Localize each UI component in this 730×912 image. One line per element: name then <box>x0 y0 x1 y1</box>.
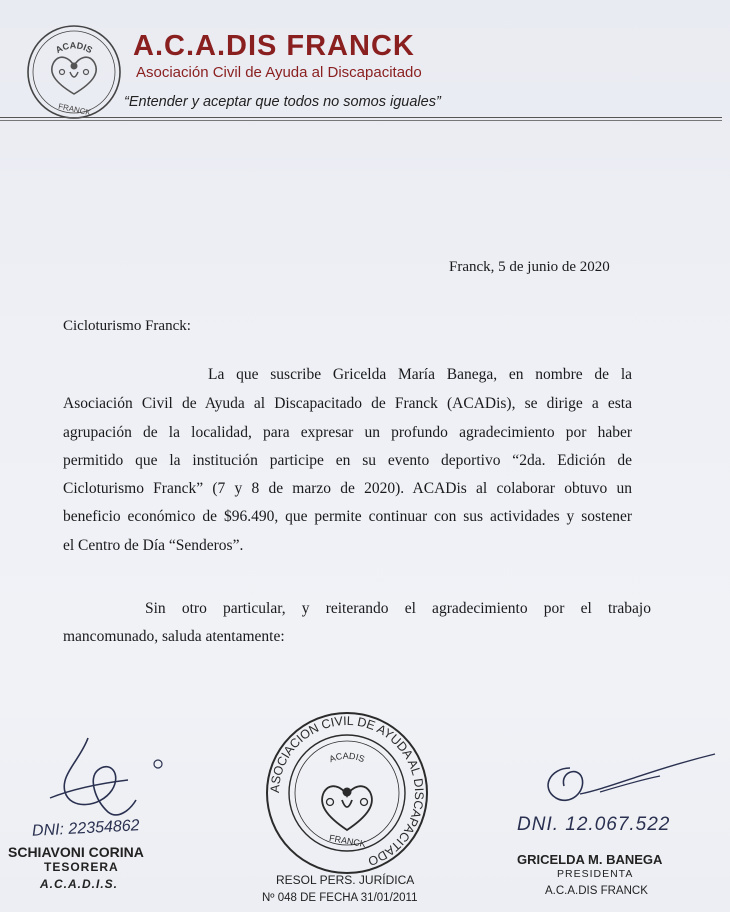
resolution-line-2: Nº 048 DE FECHA 31/01/2011 <box>262 892 418 904</box>
svg-text:ACADIS <box>54 40 94 55</box>
body-line: La que suscribe Gricelda María Banega, en nombre de la <box>208 366 632 383</box>
closing-line: Sin otro particular, y reiterando el agradecimiento por el trabajo <box>145 600 651 617</box>
body-line: el Centro de Día “Senderos”. <box>63 537 244 554</box>
body-line: Cicloturismo Franck” (7 y 8 de marzo de 2020). ACADis al colaborar obtuvo un <box>63 480 632 497</box>
body-line: beneficio económico de $96.490, que permite continuar con sus actividades y sostener <box>63 508 632 525</box>
body-line: agrupación de la localidad, para expresar un profundo agradecimiento por haber <box>63 424 632 441</box>
svg-text:ACADIS <box>328 751 366 764</box>
treasurer-dni: DNI: 22354862 <box>31 817 140 840</box>
president-dni: DNI. 12.067.522 <box>517 814 671 835</box>
letter-date: Franck, 5 de junio de 2020 <box>449 259 610 275</box>
body-line: Asociación Civil de Ayuda al Discapacitado de Franck (ACADis), se dirige a esta <box>63 395 632 412</box>
stamp-inner-bottom: FRANCK <box>328 832 367 850</box>
motto: “Entender y aceptar que todos no somos iguales” <box>124 94 441 110</box>
acadis-logo <box>24 22 124 122</box>
treasurer-role: TESORERA <box>44 860 119 874</box>
org-full-name: Asociación Civil de Ayuda al Discapacitado <box>136 64 422 81</box>
header-rule-secondary <box>0 120 722 121</box>
stamp-inner-top: ACADIS <box>327 750 367 765</box>
body-line: permitido que la institución participe en su evento deportivo “2da. Edición de <box>63 452 632 469</box>
president-role: PRESIDENTA <box>557 868 634 880</box>
header-rule <box>0 117 722 118</box>
logo-bottom-text: FRANCK <box>57 101 92 118</box>
president-org: A.C.A.DIS FRANCK <box>545 885 648 897</box>
official-stamp <box>264 710 430 876</box>
recipient: Cicloturismo Franck: <box>63 318 191 334</box>
resolution-line-1: RESOL PERS. JURÍDICA <box>276 873 415 887</box>
president-signature <box>530 748 720 818</box>
treasurer-org: A.C.A.D.I.S. <box>40 877 119 891</box>
treasurer-name: SCHIAVONI CORINA <box>8 844 144 860</box>
president-name: GRICELDA M. BANEGA <box>517 852 663 867</box>
treasurer-signature <box>40 730 180 830</box>
org-name: A.C.A.DIS FRANCK <box>133 30 415 62</box>
logo-top-text: ACADIS <box>53 40 95 56</box>
stamp-ring-text: ASOCIACION CIVIL DE AYUDA AL DISCAPACITADO <box>267 713 427 869</box>
closing-line: mancomunado, saluda atentamente: <box>63 628 285 645</box>
